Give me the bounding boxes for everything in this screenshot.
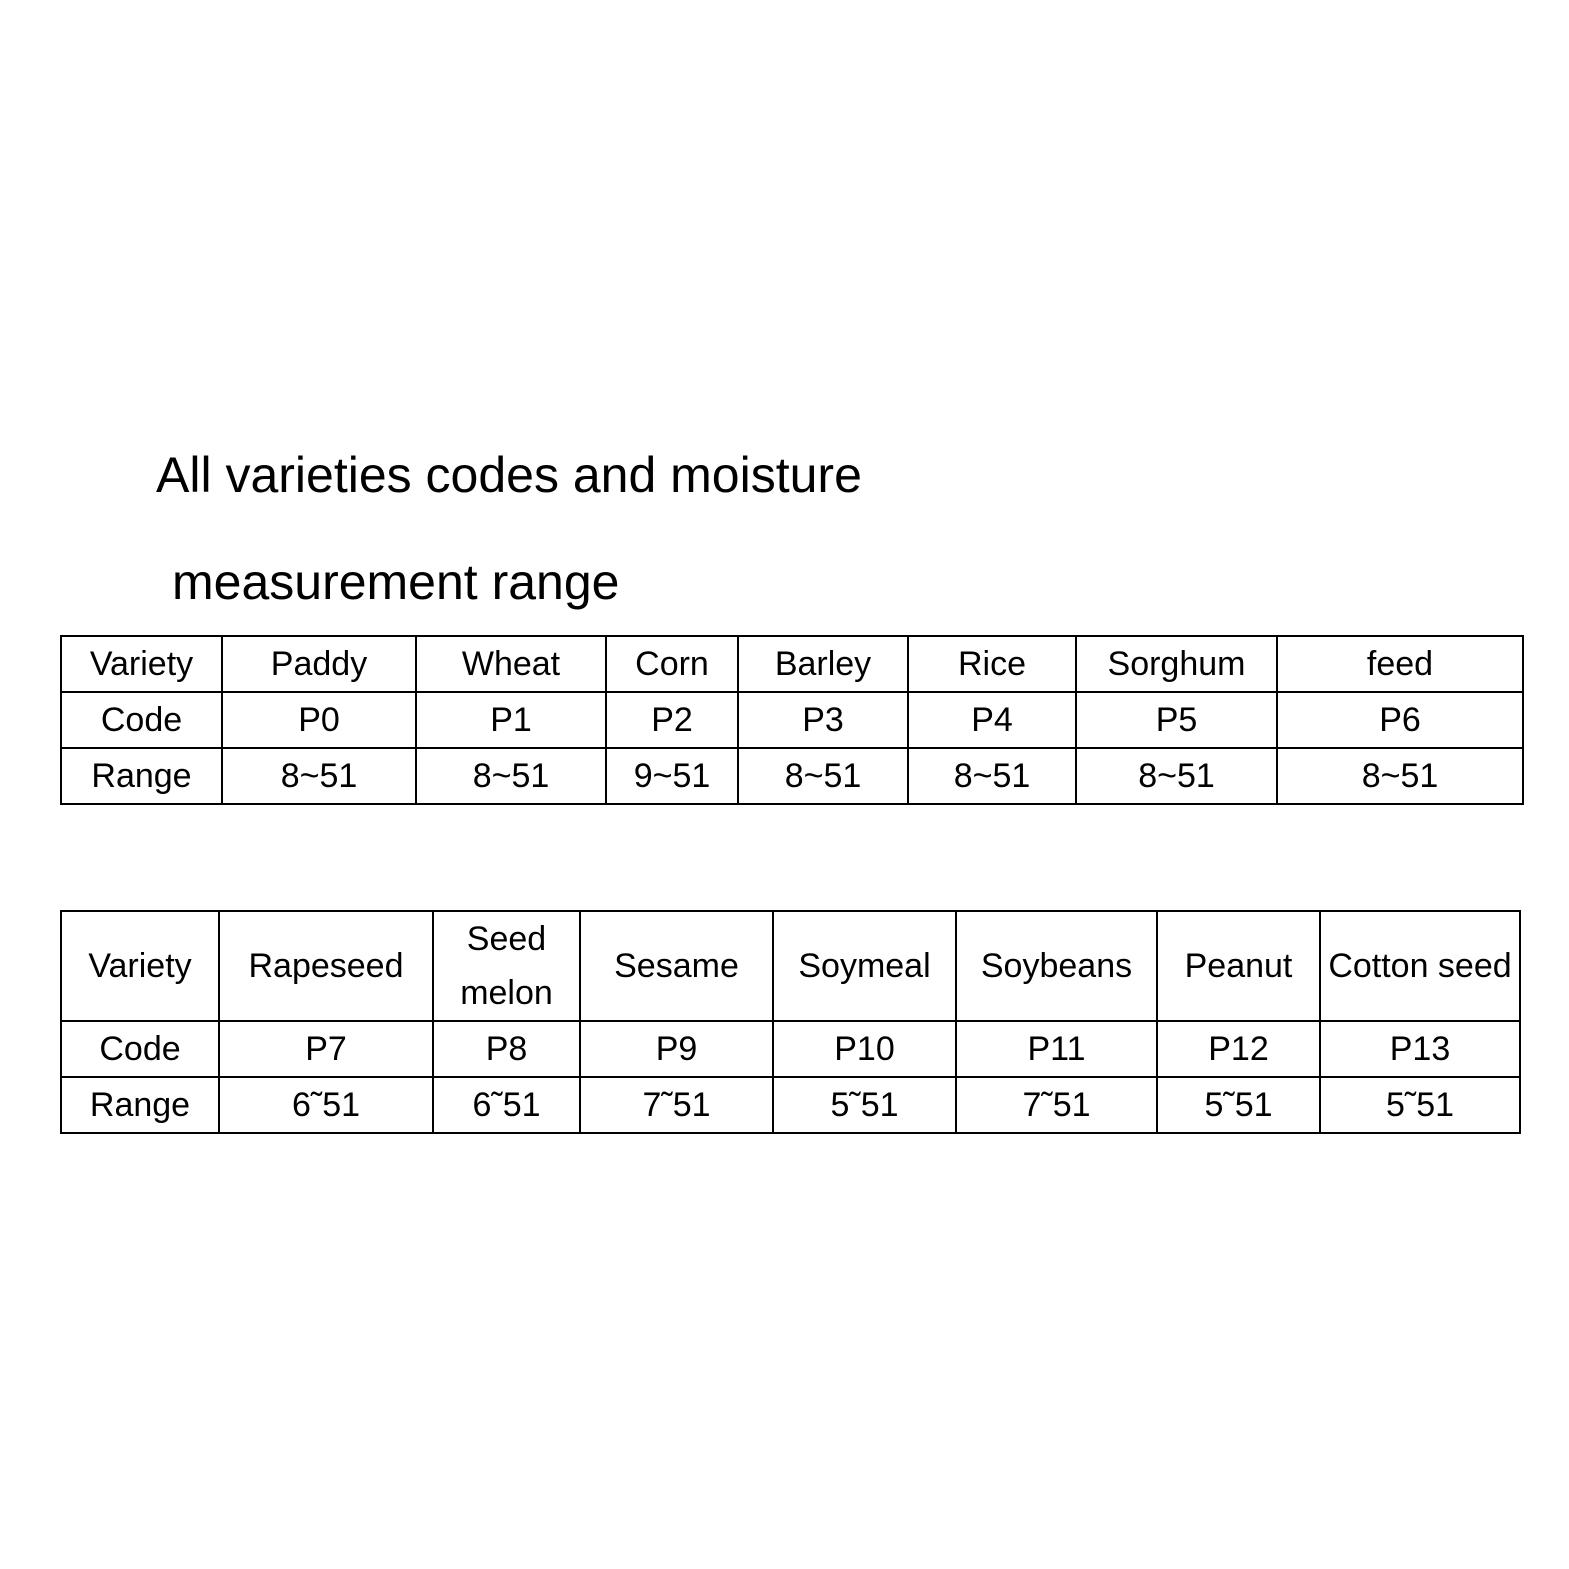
range-cell: 7˜51 — [956, 1077, 1157, 1133]
range-cell: 7˜51 — [580, 1077, 773, 1133]
code-cell: P11 — [956, 1021, 1157, 1077]
variety-row — [61, 911, 1520, 1021]
variety-row — [61, 636, 1523, 692]
range-row — [61, 1077, 1520, 1133]
code-row — [61, 692, 1523, 748]
row-label-range: Range — [61, 748, 222, 804]
code-cell: P2 — [606, 692, 738, 748]
varieties-table-2 — [60, 910, 1521, 1134]
variety-cell: Cotton seed — [1320, 911, 1520, 1021]
code-cell: P3 — [738, 692, 908, 748]
row-label-code: Code — [61, 692, 222, 748]
code-row — [61, 1021, 1520, 1077]
range-cell: 5˜51 — [1320, 1077, 1520, 1133]
variety-cell: Corn — [606, 636, 738, 692]
code-cell: P5 — [1076, 692, 1277, 748]
code-cell: P4 — [908, 692, 1076, 748]
range-cell: 8~51 — [908, 748, 1076, 804]
code-cell: P8 — [433, 1021, 580, 1077]
range-row — [61, 748, 1523, 804]
range-cell: 9~51 — [606, 748, 738, 804]
range-cell: 5˜51 — [1157, 1077, 1320, 1133]
code-cell: P6 — [1277, 692, 1523, 748]
variety-cell: feed — [1277, 636, 1523, 692]
variety-cell: Wheat — [416, 636, 606, 692]
code-cell: P0 — [222, 692, 416, 748]
variety-cell: Paddy — [222, 636, 416, 692]
range-cell: 6˜51 — [219, 1077, 433, 1133]
page-title-line-1: All varieties codes and moisture — [156, 447, 862, 503]
varieties-table-1 — [60, 635, 1524, 805]
variety-cell: Sesame — [580, 911, 773, 1021]
variety-cell: Rapeseed — [219, 911, 433, 1021]
range-cell: 8~51 — [222, 748, 416, 804]
code-cell: P13 — [1320, 1021, 1520, 1077]
range-cell: 5˜51 — [773, 1077, 956, 1133]
row-label-range: Range — [61, 1077, 219, 1133]
variety-cell: Barley — [738, 636, 908, 692]
range-cell: 8~51 — [738, 748, 908, 804]
range-cell: 8~51 — [1076, 748, 1277, 804]
page-title-line-2: measurement range — [172, 554, 620, 610]
code-cell: P12 — [1157, 1021, 1320, 1077]
code-cell: P7 — [219, 1021, 433, 1077]
code-cell: P9 — [580, 1021, 773, 1077]
variety-cell: Peanut — [1157, 911, 1320, 1021]
row-label-variety: Variety — [61, 911, 219, 1021]
variety-cell: Soymeal — [773, 911, 956, 1021]
variety-cell: Seed melon — [433, 911, 580, 1021]
variety-cell: Rice — [908, 636, 1076, 692]
code-cell: P10 — [773, 1021, 956, 1077]
code-cell: P1 — [416, 692, 606, 748]
variety-cell: Sorghum — [1076, 636, 1277, 692]
variety-cell: Soybeans — [956, 911, 1157, 1021]
row-label-code: Code — [61, 1021, 219, 1077]
range-cell: 6˜51 — [433, 1077, 580, 1133]
row-label-variety: Variety — [61, 636, 222, 692]
range-cell: 8~51 — [1277, 748, 1523, 804]
range-cell: 8~51 — [416, 748, 606, 804]
